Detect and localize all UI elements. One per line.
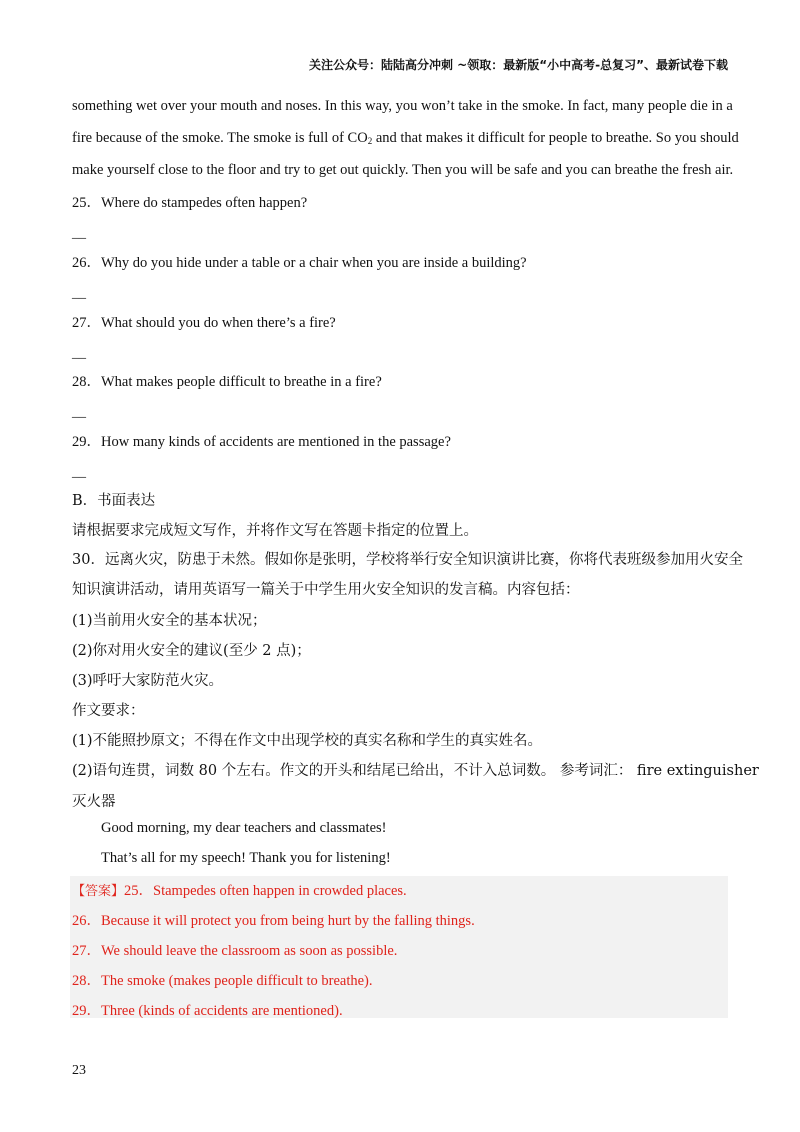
answer-blank-26[interactable]: __ <box>72 286 86 301</box>
question-29: 29．How many kinds of accidents are mentioned in the passage? <box>72 434 451 450</box>
question-25: 25．Where do stampedes often happen? <box>72 195 308 211</box>
page-number: 23 <box>72 1063 86 1078</box>
question-30-line-2: 知识演讲活动，请用英语写一篇关于中学生用火安全知识的发言稿。内容包括： <box>72 582 580 598</box>
answer-25-text: 25．Stampedes often happen in crowded places. <box>124 883 407 899</box>
content-point-1: (1)当前用火安全的基本状况； <box>72 613 267 629</box>
passage-line-2-a: fire because of the smoke. The smoke is full of CO <box>72 130 368 146</box>
question-26: 26．Why do you hide under a table or a chair when you are inside a building? <box>72 255 527 271</box>
writing-requirements-title: 作文要求： <box>72 703 145 719</box>
answer-29: 29．Three (kinds of accidents are mentioned). <box>72 1003 343 1019</box>
answer-blank-29[interactable]: __ <box>72 465 86 480</box>
writing-requirement-2: (2)语句连贯，词数 80 个左右。作文的开头和结尾已给出，不计入总词数。 参考词汇： fire extinguisher <box>72 763 759 779</box>
passage-line-2 <box>72 130 739 147</box>
co2-subscript: 2 <box>367 136 373 146</box>
answer-blank-27[interactable]: __ <box>72 346 86 361</box>
writing-requirement-2-cont: 灭火器 <box>72 794 116 810</box>
speech-closing: That’s all for my speech! Thank you for listening! <box>101 850 391 866</box>
page-header: 关注公众号：陆陆高分冲刺 ~领取：最新版“小中高考-总复习”、最新试卷下载 <box>309 58 728 72</box>
answer-28: 28．The smoke (makes people difficult to breathe). <box>72 973 373 989</box>
writing-section-title: B．书面表达 <box>72 493 156 509</box>
answer-27: 27．We should leave the classroom as soon as possible. <box>72 943 398 959</box>
writing-requirement-1: (1)不能照抄原文；不得在作文中出现学校的真实名称和学生的真实姓名。 <box>72 733 543 749</box>
answer-blank-28[interactable]: __ <box>72 405 86 420</box>
answer-blank-25[interactable]: __ <box>72 226 86 241</box>
question-28: 28．What makes people difficult to breathe in a fire? <box>72 374 382 390</box>
content-point-3: (3)呼吁大家防范火灾。 <box>72 673 224 689</box>
passage-line-3: make yourself close to the floor and try to get out quickly. Then you will be safe and you can breathe the fresh air. <box>72 162 734 178</box>
speech-opening: Good morning, my dear teachers and classmates! <box>101 820 387 836</box>
question-27: 27．What should you do when there’s a fire? <box>72 315 336 331</box>
question-30-line-1: 30．远离火灾，防患于未然。假如你是张明，学校将举行安全知识演讲比赛，你将代表班级参加用火安全 <box>72 552 743 568</box>
answer-26: 26．Because it will protect you from being hurt by the falling things. <box>72 913 475 929</box>
writing-instruction: 请根据要求完成短文写作，并将作文写在答题卡指定的位置上。 <box>72 523 478 539</box>
answer-25 <box>72 879 407 900</box>
passage-line-2-b: and that makes it difficult for people to breathe. So you should <box>372 130 739 146</box>
content-point-2: (2)你对用火安全的建议(至少 2 点)； <box>72 643 311 659</box>
passage-line-1: something wet over your mouth and noses. In this way, you won’t take in the smoke. In fact, many people die in a <box>72 98 733 114</box>
answer-tag: 【答案】 <box>72 884 125 899</box>
